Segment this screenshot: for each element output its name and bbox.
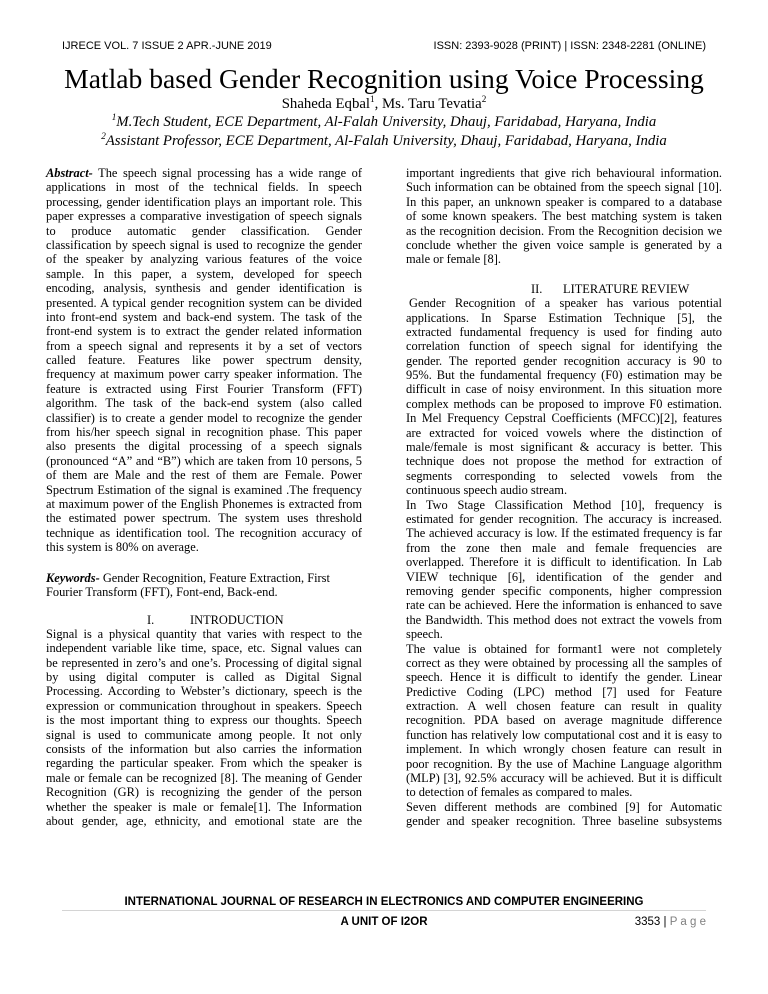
- line-text: applications. In Sparse Estimation Technique [5], the: [406, 310, 722, 325]
- line-text: technique does not propose the method for extraction of: [406, 454, 722, 469]
- line-text: classification by speech signal is used to recognize the gender: [46, 237, 362, 252]
- text-line: [46, 585, 362, 599]
- text-line: [46, 166, 362, 180]
- affiliation-text: Assistant Professor, ECE Department, Al-Falah University, Dhauj, Faridabad, Haryana, India: [105, 133, 667, 149]
- text-line: [46, 483, 362, 497]
- text-line: [406, 426, 722, 440]
- introduction-para-1-continued: [406, 166, 722, 267]
- line-text: (MLP) [3], 92.5% accuracy will be achieved. But it is difficult: [406, 771, 722, 786]
- page-number-value: 3353: [634, 916, 661, 928]
- text-line: [46, 252, 362, 266]
- line-text: paper expresses a comparative investigation of speech signals: [46, 209, 362, 224]
- line-text: correlation function of speech signal for identifying the: [406, 339, 722, 354]
- line-text: expression or communication throughout in speakers. Speech: [46, 698, 362, 713]
- line-text: Recognition (GR) is recognizing the gender of the person: [46, 785, 362, 800]
- text-line: [46, 396, 362, 410]
- author-list: [0, 95, 768, 113]
- text-line: [406, 555, 722, 569]
- running-header-volume: IJRECE VOL. 7 ISSUE 2 APR.-JUNE 2019: [62, 40, 272, 52]
- line-text: removing gender specific components, higher compression: [406, 583, 722, 598]
- inline-label: Keywords-: [46, 570, 100, 585]
- text-line: [46, 439, 362, 453]
- lit-review-para-2: [406, 498, 722, 642]
- line-text: encoding, analysis, synthesis and gender identification is: [46, 281, 362, 296]
- text-line: [46, 224, 362, 238]
- affiliation: [0, 132, 768, 151]
- section-number: I.: [147, 612, 155, 627]
- page-separator: |: [663, 916, 667, 928]
- line-text: extracted fundamental frequency is used for finding auto: [406, 324, 722, 339]
- introduction-para-1: [46, 627, 362, 828]
- line-text: conclude whether the given voice sample is generated by a: [406, 237, 722, 252]
- text-line: [46, 641, 362, 655]
- text-line: [46, 339, 362, 353]
- line-text: important ingredients that give rich behavioural information.: [406, 166, 722, 180]
- line-text: The achieved accuracy is low. If the estimated frequency is far: [406, 526, 722, 541]
- line-text: In Mel Frequency Cepstral Coefficients (MFCC)[2], features: [406, 411, 722, 426]
- text-line: [46, 425, 362, 439]
- line-text: In Two Stage Classification Method [10], frequency is: [406, 497, 722, 512]
- text-line: [46, 497, 362, 511]
- text-line: [406, 512, 722, 526]
- author-name: Ms. Taru Tevatia: [382, 96, 482, 112]
- lit-review-para-3: [406, 642, 722, 800]
- right-column: [406, 166, 722, 829]
- section-title: LITERATURE REVIEW: [563, 281, 690, 296]
- line-text: (pronounced “A” and “B”) which are taken from 10 persons, 5: [46, 453, 362, 468]
- text-line: [46, 281, 362, 295]
- line-text: Such information can be obtained from the speech signal [10].: [406, 180, 722, 195]
- text-line: [46, 411, 362, 425]
- text-line: [46, 656, 362, 670]
- text-line: [46, 324, 362, 338]
- line-text: gender and speaker recognition. Three baseline subsystems: [406, 814, 722, 829]
- line-text: speech.: [406, 627, 443, 642]
- line-text: also presents the digital processing of a speech signals: [46, 439, 362, 454]
- line-text: correct as they were obtained by processing all the samples of: [406, 655, 722, 670]
- running-header-issn: ISSN: 2393-9028 (PRINT) | ISSN: 2348-2281 (ONLINE): [433, 40, 706, 52]
- line-text: speech. Hence it is difficult to identify the gender. Linear: [406, 670, 722, 685]
- line-text: overlapped. Therefore it is difficult to identification. In Lab: [406, 555, 722, 570]
- text-line: [406, 195, 722, 209]
- page-number: [635, 915, 706, 929]
- text-line: [406, 598, 722, 612]
- line-text: Signal is a physical quantity that varies with respect to the: [46, 626, 362, 641]
- line-text: called feature. Features like power spectrum density,: [46, 353, 362, 368]
- text-line: [406, 311, 722, 325]
- line-text: sample. In this paper, a system, developed for speech: [46, 266, 362, 281]
- affiliation-marker: 1: [111, 112, 117, 123]
- text-line: [406, 814, 722, 828]
- text-line: [406, 642, 722, 656]
- line-text: function has relatively low computational cost and it is easy to: [406, 727, 722, 742]
- line-text: Processing. According to Webster’s dictionary, speech is the: [46, 684, 362, 699]
- line-text: male or female [8].: [406, 252, 501, 267]
- text-line: [406, 785, 722, 799]
- text-line: [406, 670, 722, 684]
- line-text: from a speech signal and represents it by a set of vectors: [46, 338, 362, 353]
- affiliation: [0, 113, 768, 132]
- text-line: [46, 382, 362, 396]
- line-text: to detection of females as compared to males.: [406, 785, 633, 800]
- text-line: [46, 540, 362, 554]
- line-text: consists of the information but also carries the information: [46, 742, 362, 757]
- text-line: [406, 541, 722, 555]
- line-text: Fourier Transform (FFT), Font-end, Back-end.: [46, 584, 278, 599]
- text-line: [46, 353, 362, 367]
- line-text: front-end system is to extract the gender related information: [46, 324, 362, 339]
- line-text: to produce automatic gender classification. Gender: [46, 223, 362, 238]
- text-line: [406, 238, 722, 252]
- line-text: The value is obtained for formant1 were not completely: [406, 641, 722, 656]
- footer-publisher-unit: A UNIT OF I2OR: [340, 916, 428, 928]
- line-text: Gender Recognition, Feature Extraction, First: [102, 570, 330, 585]
- text-line: [46, 511, 362, 525]
- line-text: The speech signal processing has a wide range of: [98, 166, 362, 180]
- line-text: be represented in zero’s and one’s. Processing of digital signal: [46, 655, 362, 670]
- line-text: implement. In which wrongly chosen feature can result in: [406, 742, 722, 757]
- text-line: [46, 468, 362, 482]
- text-line: [406, 483, 722, 497]
- text-line: [406, 800, 722, 814]
- footer-divider: [62, 910, 706, 911]
- affiliation-marker: 2: [101, 131, 106, 142]
- text-line: [406, 397, 722, 411]
- text-line: [46, 728, 362, 742]
- text-line: [406, 656, 722, 670]
- text-line: [406, 382, 722, 396]
- text-line: [46, 800, 362, 814]
- text-line: [46, 627, 362, 641]
- line-text: difficult in case of noisy environment. In this situation more: [406, 382, 722, 397]
- line-text: at maximum power of the English Phonemes is extracted from: [46, 496, 362, 511]
- line-text: algorithm. The task of the back-end system (also called: [46, 396, 362, 411]
- text-line: [406, 325, 722, 339]
- text-line: [46, 684, 362, 698]
- text-line: [46, 209, 362, 223]
- text-line: [406, 209, 722, 223]
- text-line: [406, 584, 722, 598]
- line-text: technique as identification tool. The recognition accuracy of: [46, 525, 362, 540]
- text-line: [406, 613, 722, 627]
- line-text: estimated for gender recognition. The accuracy is increased.: [406, 511, 722, 526]
- line-text: Seven different methods are combined [9] for Automatic: [406, 799, 722, 814]
- text-line: [406, 411, 722, 425]
- section-heading-introduction: [46, 613, 362, 627]
- line-text: segments corresponding to selected vowels from the: [406, 468, 722, 483]
- left-column: [46, 166, 362, 828]
- text-line: [406, 296, 722, 310]
- text-line: [406, 440, 722, 454]
- text-line: [406, 699, 722, 713]
- lit-review-para-4: [406, 800, 722, 829]
- keywords: [46, 571, 362, 600]
- line-text: feature is extracted using First Fourier Transform (FFT): [46, 381, 362, 396]
- line-text: the estimated power spectrum. The system uses threshold: [46, 511, 362, 526]
- text-line: [406, 454, 722, 468]
- text-line: [46, 814, 362, 828]
- footer-journal-name: INTERNATIONAL JOURNAL OF RESEARCH IN ELECTRONICS AND COMPUTER ENGINEERING: [124, 896, 644, 908]
- line-text: by using digital computer is called as Digital Signal: [46, 670, 362, 685]
- affiliation-text: M.Tech Student, ECE Department, Al-Falah University, Dhauj, Faridabad, Haryana, India: [116, 114, 657, 130]
- line-text: as the recognition decision. From the Recognition decision we: [406, 223, 722, 238]
- text-line: [406, 757, 722, 771]
- line-text: processing, gender identification plays an important role. This: [46, 194, 362, 209]
- author-name: Shaheda Eqbal: [281, 96, 371, 112]
- line-text: presented. A typical gender recognition system can be divided: [46, 295, 362, 310]
- text-line: [406, 166, 722, 180]
- line-text: Predictive Coding (LPC) method [7] used for Feature: [406, 684, 722, 699]
- line-text: is the most important thing to express our thoughts. Speech: [46, 713, 362, 728]
- lit-review-para-1: [406, 296, 722, 497]
- line-text: extraction. A well chosen feature can result in quality: [406, 699, 722, 714]
- line-text: male/female is most significant & accuracy is better. This: [406, 440, 722, 455]
- line-text: rate can be achieved. Here the information is enhanced to save: [406, 598, 722, 613]
- line-text: regarding the particular speaker. From which the speaker is: [46, 756, 362, 771]
- text-line: [46, 454, 362, 468]
- text-line: [46, 670, 362, 684]
- text-line: [46, 310, 362, 324]
- line-text: signal is used to communicate among people. It not only: [46, 727, 362, 742]
- text-line: [406, 339, 722, 353]
- paper-title: Matlab based Gender Recognition using Voice Processing: [64, 63, 704, 94]
- affiliation-marker: 1: [370, 94, 375, 105]
- text-line: [406, 469, 722, 483]
- author-separator: ,: [374, 96, 383, 112]
- text-line: [406, 354, 722, 368]
- line-text: recognition. PDA based on average magnitude difference: [406, 713, 722, 728]
- text-line: [46, 742, 362, 756]
- line-text: into front-end system and back-end system. The task of the: [46, 309, 362, 324]
- text-line: [46, 785, 362, 799]
- line-text: gender. The reported gender recognition accuracy is 90 to: [406, 353, 722, 368]
- text-line: [406, 180, 722, 194]
- line-text: whether the speaker is male or female[1]. The Information: [46, 799, 362, 814]
- line-text: of the speaker by analyzing various features of the voice: [46, 252, 362, 267]
- line-text: applications in most of the technical fields. In speech: [46, 180, 362, 195]
- line-text: of some known speakers. The best matching system is taken: [406, 209, 722, 224]
- line-text: from his/her speech signal in recognition phase. This paper: [46, 425, 362, 440]
- line-text: complex methods can be proposed to improve F0 estimation.: [406, 396, 722, 411]
- text-line: [46, 296, 362, 310]
- affiliation-marker: 2: [481, 94, 487, 105]
- text-line: [406, 713, 722, 727]
- text-line: [406, 368, 722, 382]
- text-line: [406, 728, 722, 742]
- text-line: [46, 699, 362, 713]
- text-line: [406, 526, 722, 540]
- line-text: Spectrum Estimation of the signal is examined .The frequency: [46, 482, 362, 497]
- text-line: [46, 180, 362, 194]
- line-text: this system is 80% on average.: [46, 540, 199, 555]
- text-line: [46, 526, 362, 540]
- text-line: [406, 627, 722, 641]
- abstract: [46, 166, 362, 555]
- text-line: [406, 224, 722, 238]
- line-text: 95%. But the fundamental frequency (F0) estimation may be: [406, 368, 722, 383]
- text-line: [46, 367, 362, 381]
- line-text: from the zone then male and female frequencies are: [406, 540, 722, 555]
- line-text: VIEW technique [6], identification of the gender and: [406, 569, 722, 584]
- line-text: frequency at maximum power carry speaker information. The: [46, 367, 362, 382]
- line-text: In this paper, an unknown speaker is compared to a database: [406, 194, 722, 209]
- text-line: [406, 685, 722, 699]
- section-number: II.: [531, 281, 543, 296]
- section-heading-literature-review: [406, 282, 722, 296]
- inline-label: Abstract-: [46, 166, 93, 180]
- text-line: [406, 742, 722, 756]
- line-text: are extracted for voiced vowels where the distinction of: [406, 425, 722, 440]
- text-line: [46, 771, 362, 785]
- page-label: P a g e: [669, 916, 706, 928]
- text-line: [46, 195, 362, 209]
- text-line: [406, 252, 722, 266]
- text-line: [46, 238, 362, 252]
- line-text: continuous speech audio stream.: [406, 483, 568, 498]
- text-line: [406, 570, 722, 584]
- section-title: INTRODUCTION: [190, 612, 284, 627]
- line-text: classifier) is to create a gender model to recognize the gender: [46, 410, 362, 425]
- line-text: Gender Recognition of a speaker has various potential: [409, 296, 722, 311]
- line-text: poor recognition. By the use of Machine Language algorithm: [406, 756, 722, 771]
- text-line: [406, 498, 722, 512]
- line-text: about gender, age, ethnicity, and emotional state are the: [46, 813, 362, 828]
- text-line: [46, 571, 362, 585]
- line-text: the Bandwidth. This method does not extract the vowels from: [406, 612, 722, 627]
- text-line: [46, 267, 362, 281]
- line-text: male or female can be recognized [8]. The meaning of Gender: [46, 770, 362, 785]
- text-line: [46, 756, 362, 770]
- line-text: independent variable like time, space, etc. Signal values can: [46, 641, 362, 656]
- line-text: of them are Male and the rest of them are Female. Power: [46, 468, 362, 483]
- text-line: [46, 713, 362, 727]
- text-line: [406, 771, 722, 785]
